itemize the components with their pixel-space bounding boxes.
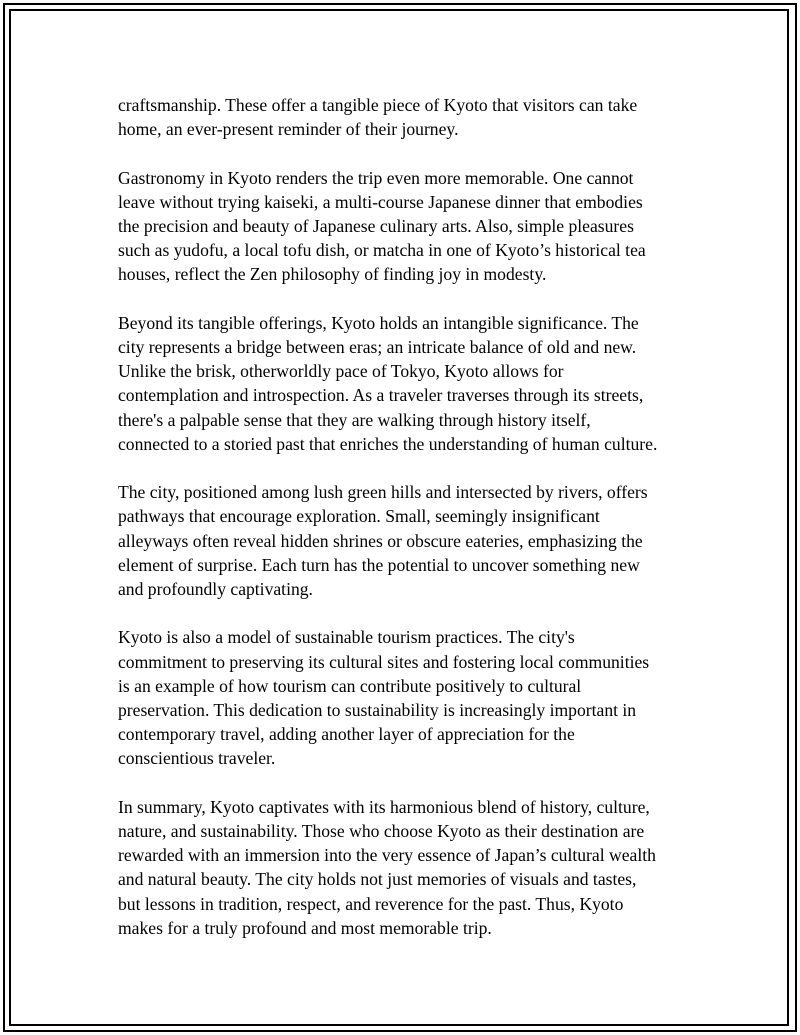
paragraph-craftsmanship: craftsmanship. These offer a tangible piece of Kyoto that visitors can take home, an ever-present reminder of their journey. bbox=[118, 95, 638, 140]
paragraph-sustainable-tourism: Kyoto is also a model of sustainable tourism practices. The city's commitment to preserving its cultural sites and fostering local communities is an example of how tourism can contribute positively to cultural preservation. This dedication to sustainability is increasingly important in contemporary travel, adding another layer of appreciation for the conscientious traveler. bbox=[118, 627, 650, 769]
paragraph-gastronomy: Gastronomy in Kyoto renders the trip even more memorable. One cannot leave without trying kaiseki, a multi-course Japanese dinner that embodies the precision and beauty of Japanese culinary arts. Also, simple pleasures such as yudofu, a local tofu dish, or matcha in one of Kyoto’s historical tea houses, reflect the Zen philosophy of finding joy in modesty. bbox=[118, 167, 646, 285]
paragraph-summary: In summary, Kyoto captivates with its harmonious blend of history, culture, nature, and sustainability. Those who choose Kyoto as their destination are rewarded with an immersion into the very essence of Japan’s cultural wealth and natural beauty. The city holds not just memories of visuals and tastes, but lessons in tradition, respect, and reverence for the past. Thus, Kyoto makes for a truly profound and most memorable trip. bbox=[118, 796, 656, 938]
paragraph-intangible-significance: Beyond its tangible offerings, Kyoto holds an intangible significance. The city represents a bridge between eras; an intricate balance of old and new. Unlike the brisk, otherworldly pace of Tokyo, Kyoto allows for contemplation and introspection. As a traveler traverses through its streets, there's a palpable sense that they are walking through history itself, connected to a storied past that enriches the understanding of human culture. bbox=[118, 312, 658, 454]
paragraph-city-exploration: The city, positioned among lush green hills and intersected by rivers, offers pathways that encourage exploration. Small, seemingly insignificant alleyways often reveal hidden shrines or obscure eateries, emphasizing the element of surprise. Each turn has the potential to uncover something new and profoundly captivating. bbox=[118, 482, 648, 600]
document-body bbox=[118, 93, 692, 964]
